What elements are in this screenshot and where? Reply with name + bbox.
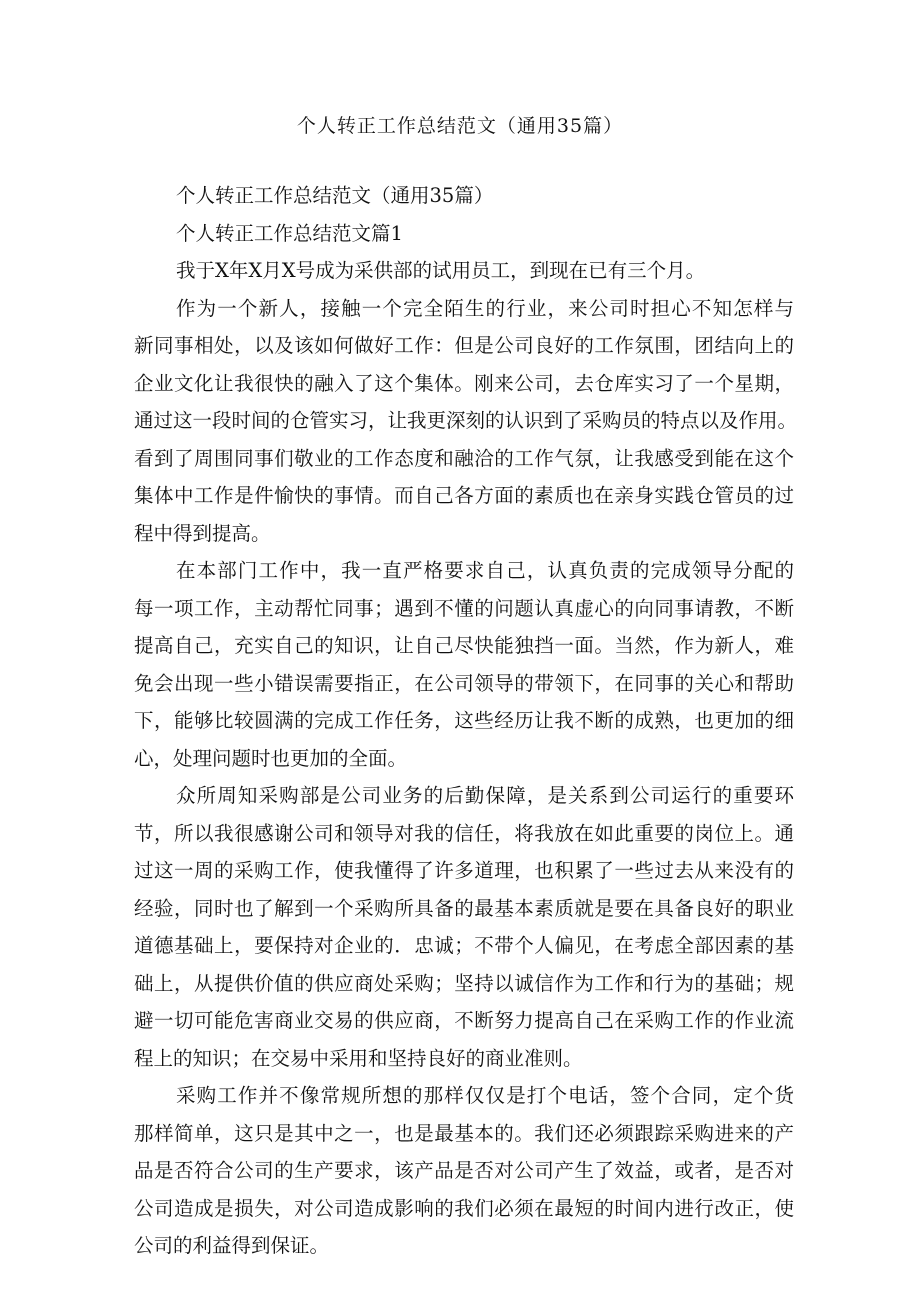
paragraph-line: 集体中工作是件愉快的事情。而自己各方面的素质也在亲身实践仓管员的过 <box>134 484 794 507</box>
paragraph-line: 道德基础上，要保持对企业的．忠诚；不带个人偏见，在考虑全部因素的基 <box>134 934 794 957</box>
paragraph-line: 避一切可能危害商业交易的供应商，不断努力提高自己在采购工作的作业流 <box>134 1009 794 1032</box>
paragraph-line: 础上，从提供价值的供应商处采购；坚持以诚信作为工作和行为的基础；规 <box>134 971 794 995</box>
paragraph <box>134 777 794 1077</box>
paragraph-line: 节，所以我很感谢公司和领导对我的信任，将我放在如此重要的岗位上。通 <box>134 821 794 845</box>
paragraph-line: 提高自己，充实自己的知识，让自己尽快能独挡一面。当然，作为新人，难 <box>134 634 794 657</box>
paragraph-line: 每一项工作，主动帮忙同事；遇到不懂的问题认真虚心的向同事请教，不断 <box>134 596 794 620</box>
paragraph-line: 作为一个新人，接触一个完全陌生的行业，来公司时担心不知怎样与 <box>176 296 794 320</box>
paragraph-line: 品是否符合公司的生产要求，该产品是否对公司产生了效益，或者，是否对 <box>134 1159 794 1182</box>
paragraph <box>134 552 794 777</box>
paragraph-line: 众所周知采购部是公司业务的后勤保障，是关系到公司运行的重要环 <box>176 784 794 807</box>
paragraph <box>134 1077 794 1265</box>
paragraph-line: 采购工作并不像常规所想的那样仅仅是打个电话，签个合同，定个货 <box>176 1084 794 1107</box>
paragraph-line: 那样简单，这只是其中之一，也是最基本的。我们还必须跟踪采购进来的产 <box>134 1121 794 1145</box>
paragraph-line: 程中得到提高。 <box>134 521 271 545</box>
paragraph-line: 公司的利益得到保证。 <box>134 1234 330 1257</box>
document-title: 个人转正工作总结范文（通用35篇） <box>296 115 624 137</box>
paragraph-line: 在本部门工作中，我一直严格要求自己，认真负责的完成领导分配的 <box>176 559 794 582</box>
paragraph-line: 企业文化让我很快的融入了这个集体。刚来公司，去仓库实习了一个星期， <box>134 371 794 395</box>
document-body <box>134 177 798 1265</box>
section-heading: 个人转正工作总结范文篇1 <box>176 221 403 245</box>
paragraph-line: 公司造成是损失，对公司造成影响的我们必须在最短的时间内进行改正，使 <box>134 1196 794 1220</box>
paragraph-line: 看到了周围同事们敬业的工作态度和融洽的工作气氛，让我感受到能在这个 <box>134 446 794 470</box>
paragraph <box>134 252 794 290</box>
paragraph-line: 新同事相处，以及该如何做好工作：但是公司良好的工作氛围，团结向上的 <box>134 334 794 357</box>
document-subtitle: 个人转正工作总结范文（通用35篇） <box>176 184 494 207</box>
paragraph-line: 经验，同时也了解到一个采购所具备的最基本素质就是要在具备良好的职业 <box>134 896 794 920</box>
paragraph-line: 程上的知识；在交易中采用和坚持良好的商业准则。 <box>134 1046 583 1070</box>
paragraph <box>134 290 798 553</box>
paragraphs <box>134 252 798 1265</box>
paragraph-line: 我于X年X月X号成为采供部的试用员工，到现在已有三个月。 <box>176 259 706 282</box>
paragraph-line: 通过这一段时间的仓管实习，让我更深刻的认识到了采购员的特点以及作用。 <box>134 409 798 432</box>
paragraph-line: 免会出现一些小错误需要指正，在公司领导的带领下，在同事的关心和帮助 <box>134 671 794 695</box>
paragraph-line: 心，处理问题时也更加的全面。 <box>134 746 408 770</box>
paragraph-line: 过这一周的采购工作，使我懂得了许多道理，也积累了一些过去从来没有的 <box>134 859 794 882</box>
paragraph-line: 下，能够比较圆满的完成工作任务，这些经历让我不断的成熟，也更加的细 <box>134 709 794 732</box>
